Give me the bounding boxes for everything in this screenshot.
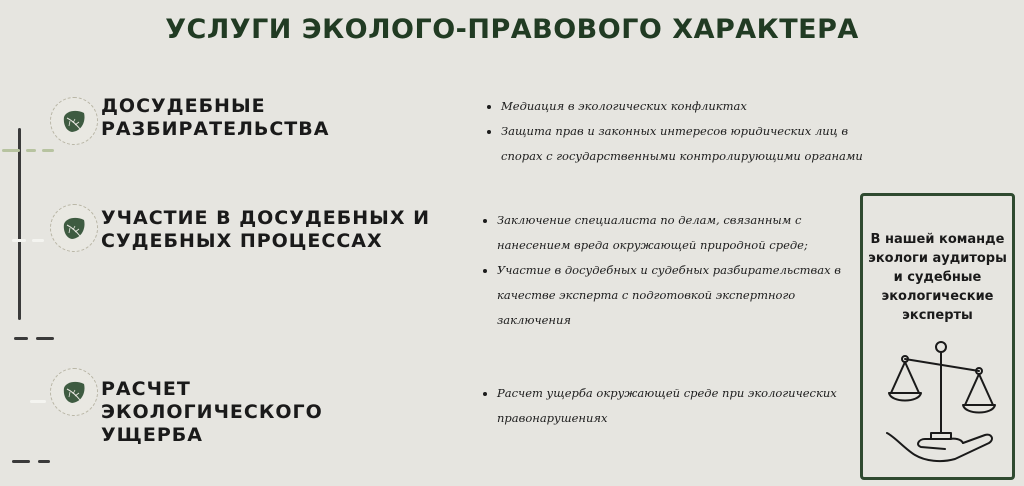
service-title: РАСЧЕТ ЭКОЛОГИЧЕСКОГО УЩЕРБА: [101, 378, 323, 446]
list-item: Защита прав и законных интересов юридических лиц в спорах с государственными контролирующими органами: [487, 119, 877, 169]
expert-card: [860, 193, 1015, 480]
bullet-list: [483, 208, 853, 333]
service-title: ДОСУДЕБНЫЕ РАЗБИРАТЕЛЬСТВА: [101, 95, 330, 140]
leaf-icon: [50, 204, 98, 252]
page-title: УСЛУГИ ЭКОЛОГО-ПРАВОВОГО ХАРАКТЕРА: [165, 14, 859, 45]
bullet-list: [487, 94, 877, 169]
scales-hand-icon: [885, 341, 997, 475]
leaf-icon: [50, 368, 98, 416]
list-item: Заключение специалиста по делам, связанным с нанесением вреда окружающей природной среде;: [483, 208, 853, 258]
expert-card-text: В нашей команде экологи аудиторы и судебные экологические эксперты: [868, 232, 1007, 323]
service-title: УЧАСТИЕ В ДОСУДЕБНЫХ И СУДЕБНЫХ ПРОЦЕССАХ: [101, 207, 431, 252]
leaf-icon: [50, 97, 98, 145]
list-item: Расчет ущерба окружающей среде при экологических правонарушениях: [483, 381, 853, 431]
list-item: Медиация в экологических конфликтах: [487, 94, 877, 119]
list-item: Участие в досудебных и судебных разбирательствах в качестве эксперта с подготовкой экспертного заключения: [483, 258, 853, 333]
bullet-list: [483, 381, 853, 431]
